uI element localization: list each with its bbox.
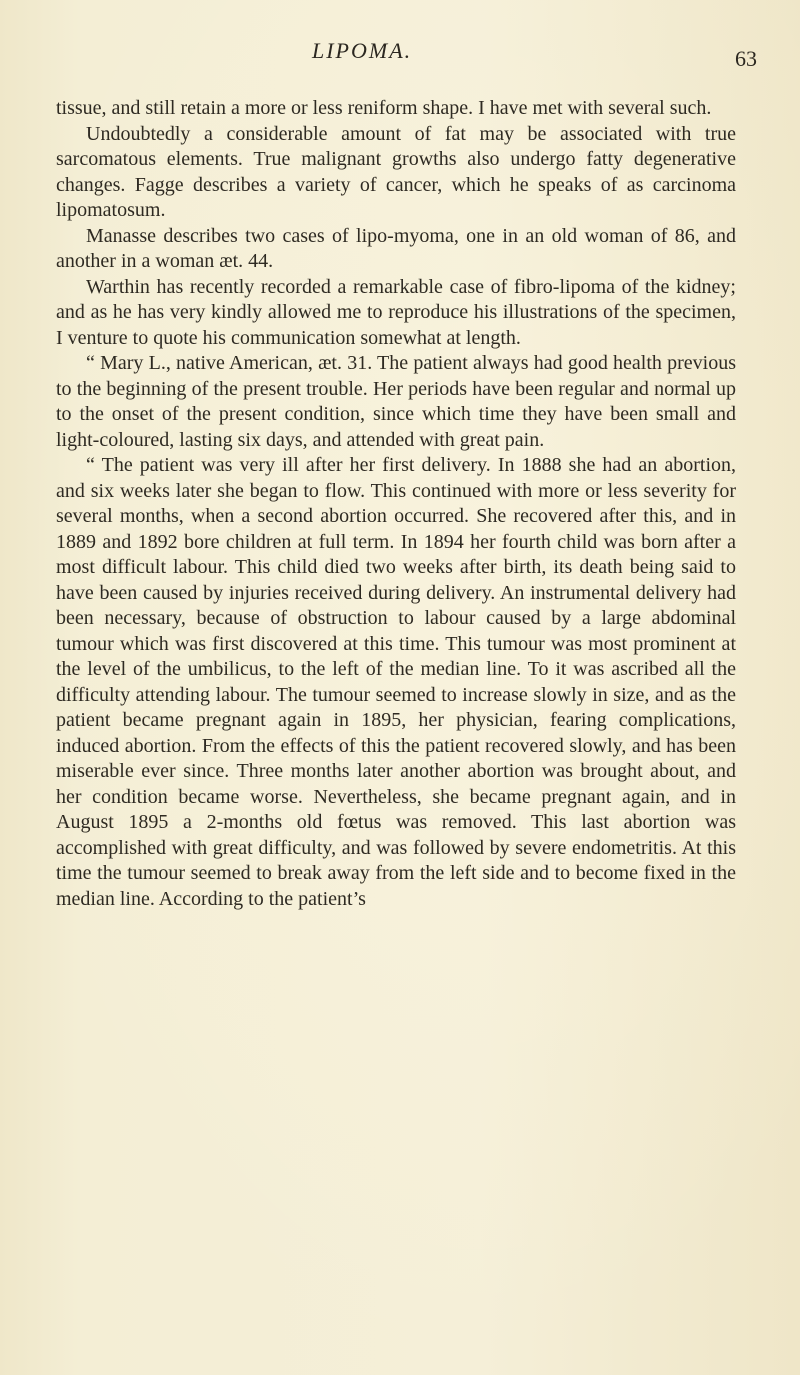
running-title: LIPOMA.	[312, 38, 413, 63]
paragraph-sarcomatous: Undoubtedly a considerable amount of fat may be associated with true sarcomatous elements. True malignant growths also undergo fatty degenerative changes. Fagge describes a variety of cancer, which he speaks of as carcinoma lipomatosum.	[56, 122, 736, 221]
paragraph-warthin: Warthin has recently recorded a remarkable case of fibro-lipoma of the kidney; and as he has very kindly allowed me to reproduce his illustrations of the specimen, I venture to quote his communication somewhat at length.	[56, 275, 736, 349]
paragraph-case-history-continued: “ The patient was very ill after her first delivery. In 1888 she had an abortion, and six weeks later she began to flow. This continued with more or less severity for several months, when a second abortion occurred. She recovered after this, and in 1889 and 1892 bore children at full term. In 1894 her fourth child was born after a most difficult labour. This child died two weeks after birth, its death being said to have been caused by injuries received during delivery. An instrumental delivery had been necessary, because of obstruction to labour caused by a large abdominal tumour which was first discovered at this time. This tumour was most prominent at the level of the umbilicus, to the left of the median line. To it was ascribed all the difficulty attending labour. The tumour seemed to increase slowly in size, and as the patient became pregnant again in 1895, her physician, fearing complications, induced abortion. From the effects of this the patient recovered slowly, and has been miserable ever since. Three months later another abortion was brought about, and her condition became worse. Nevertheless, she became pregnant again, and in August 1895 a 2-months old fœtus was removed. This last abortion was accomplished with great difficulty, and was followed by severe endometritis. At this time the tumour seemed to break away from the left side and to become fixed in the median line. According to the patient’s	[56, 454, 736, 910]
page-number: 63	[735, 46, 757, 71]
paragraph-case-history: “ Mary L., native American, æt. 31. The patient always had good health previous to the beginning of the present trouble. Her periods have been regular and normal up to the onset of the present condition, since which time they have been small and light-coloured, lasting six days, and attended with great pain.	[56, 352, 736, 451]
paragraph-continuation: tissue, and still retain a more or less reniform shape. I have met with several such.	[56, 97, 712, 119]
running-head	[0, 38, 800, 71]
paragraph-manasse: Manasse describes two cases of lipo-myoma, one in an old woman of 86, and another in a woman æt. 44.	[56, 224, 736, 272]
body-text	[56, 96, 736, 912]
